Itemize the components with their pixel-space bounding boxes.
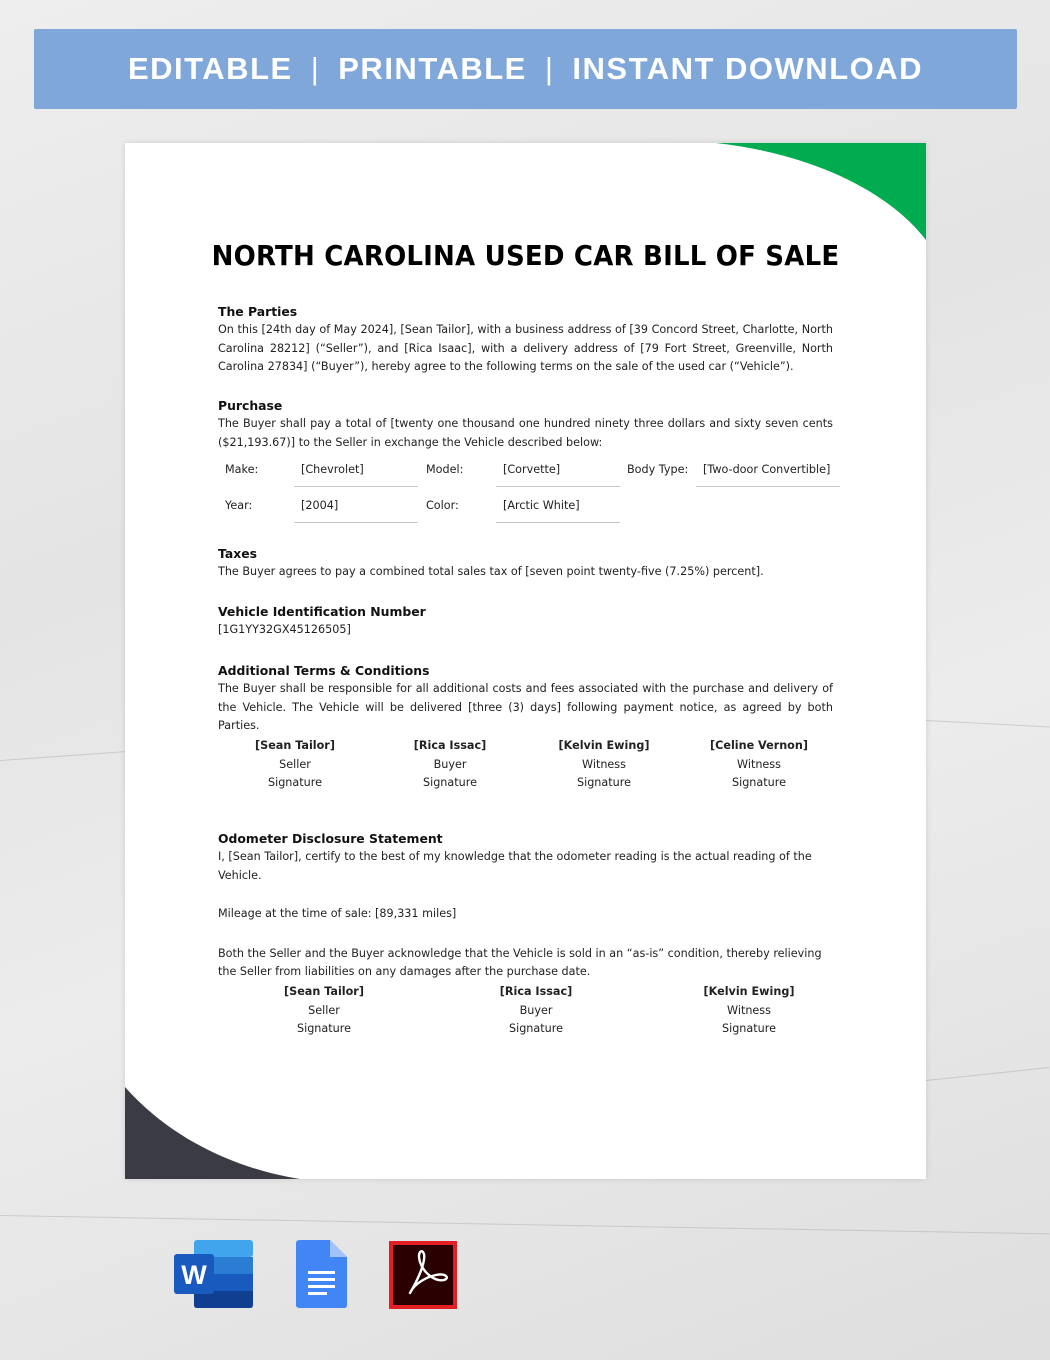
signer-name: [Kelvin Ewing] [558,739,650,752]
color-value: [Arctic White] [496,497,620,523]
svg-text:W: W [181,1260,207,1290]
vehicle-row [218,461,848,497]
mileage-text: Mileage at the time of sale: [89,331 miles] [218,907,457,921]
year-label: Year: [225,499,253,512]
marble-vein [0,751,130,761]
body-type-value: [Two-door Convertible] [696,461,840,487]
format-icons [174,1238,464,1313]
marble-vein [0,1215,1050,1234]
signature-witness [689,983,809,1039]
signer-role: Witness [737,757,781,771]
section-purchase [218,397,833,452]
signature-label: Signature [732,776,786,790]
signature-seller [264,983,384,1039]
signer-role: Seller [308,1003,340,1017]
signature-label: Signature [722,1022,776,1036]
heading-purchase: Purchase [218,398,283,413]
heading-odometer: Odometer Disclosure Statement [218,831,443,846]
make-value: [Chevrolet] [294,461,418,487]
signature-witness [694,737,824,793]
section-vin [218,603,833,640]
marble-vein [926,720,1050,727]
signer-role: Buyer [433,757,467,771]
body-type-label: Body Type: [627,463,689,476]
signer-name: [Sean Tailor] [255,739,335,752]
taxes-text: The Buyer agrees to pay a combined total sales tax of [seven point twenty-five (7.25%) percent]. [218,565,764,578]
purchase-text: The Buyer shall pay a total of [twenty one thousand one hundred ninety three dollars and sixty seven cents ($21,193.67)] to the Seller in exchange the Vehicle described below: [218,417,833,449]
banner-item-instant-download: INSTANT DOWNLOAD [572,51,924,86]
signer-name: [Rica Issac] [499,985,573,998]
signature-label: Signature [509,1022,563,1036]
heading-parties: The Parties [218,304,298,319]
heading-terms: Additional Terms & Conditions [218,663,430,678]
heading-taxes: Taxes [218,546,257,561]
make-label: Make: [225,463,259,476]
signer-role: Buyer [519,1003,553,1017]
signature-label: Signature [423,776,477,790]
vehicle-row [218,497,848,533]
document-page [125,143,926,1179]
signature-buyer [476,983,596,1039]
microsoft-word-icon[interactable] [174,1240,253,1308]
color-label: Color: [426,499,459,512]
year-value: [2004] [294,497,418,523]
as-is-text: Both the Seller and the Buyer acknowledge that the Vehicle is sold in an “as-is” condition, thereby relieving the Seller from liabilities on any damages after the purchase date. [218,946,822,979]
section-terms [218,662,833,736]
signer-role: Witness [582,757,626,771]
vin-value: [1G1YY32GX45126505] [218,623,351,636]
signature-seller [235,737,355,793]
section-parties [218,303,833,377]
signature-witness [544,737,664,793]
section-taxes [218,545,833,582]
document-title: NORTH CAROLINA USED CAR BILL OF SALE [211,239,840,272]
signature-label: Signature [297,1022,351,1036]
banner-item-printable: PRINTABLE [338,51,527,86]
marble-vein [926,1067,1049,1081]
signer-name: [Celine Vernon] [710,739,808,752]
vehicle-details-grid [218,461,848,533]
heading-vin: Vehicle Identification Number [218,604,426,619]
signature-buyer [390,737,510,793]
terms-text: The Buyer shall be responsible for all additional costs and fees associated with the purchase and delivery of the Vehicle. The Vehicle will be delivered [three (3) days] following payment notice, as agreed by both Parties. [218,682,833,733]
adobe-acrobat-icon[interactable] [389,1241,457,1309]
model-label: Model: [426,463,464,476]
google-docs-icon[interactable] [296,1240,347,1308]
signature-label: Signature [577,776,631,790]
model-value: [Corvette] [496,461,620,487]
dark-corner-decoration [125,1087,305,1179]
banner-separator: | [544,51,555,86]
signer-name: [Rica Issac] [413,739,487,752]
signer-role: Witness [727,1003,771,1017]
parties-text: On this [24th day of May 2024], [Sean Tailor], with a business address of [39 Concord Street, Charlotte, North Carolina 28212] (“Seller”), and [Rica Isaac], with a delivery address of [79 Fort Street, Greenville, North Carolina 27834] (“Buyer”), hereby agree to the following terms on the sale of the used car (“Vehicle”). [218,323,833,374]
section-odometer [218,830,833,982]
signature-label: Signature [268,776,322,790]
signer-name: [Kelvin Ewing] [703,985,795,998]
signer-role: Seller [279,757,311,771]
banner-item-editable: EDITABLE [127,51,293,86]
banner-separator: | [310,51,321,86]
signer-name: [Sean Tailor] [284,985,364,998]
odometer-text: I, [Sean Tailor], certify to the best of my knowledge that the odometer reading is the actual reading of the Vehicle. [218,850,812,882]
feature-banner [34,29,1017,109]
green-corner-decoration [716,143,926,243]
